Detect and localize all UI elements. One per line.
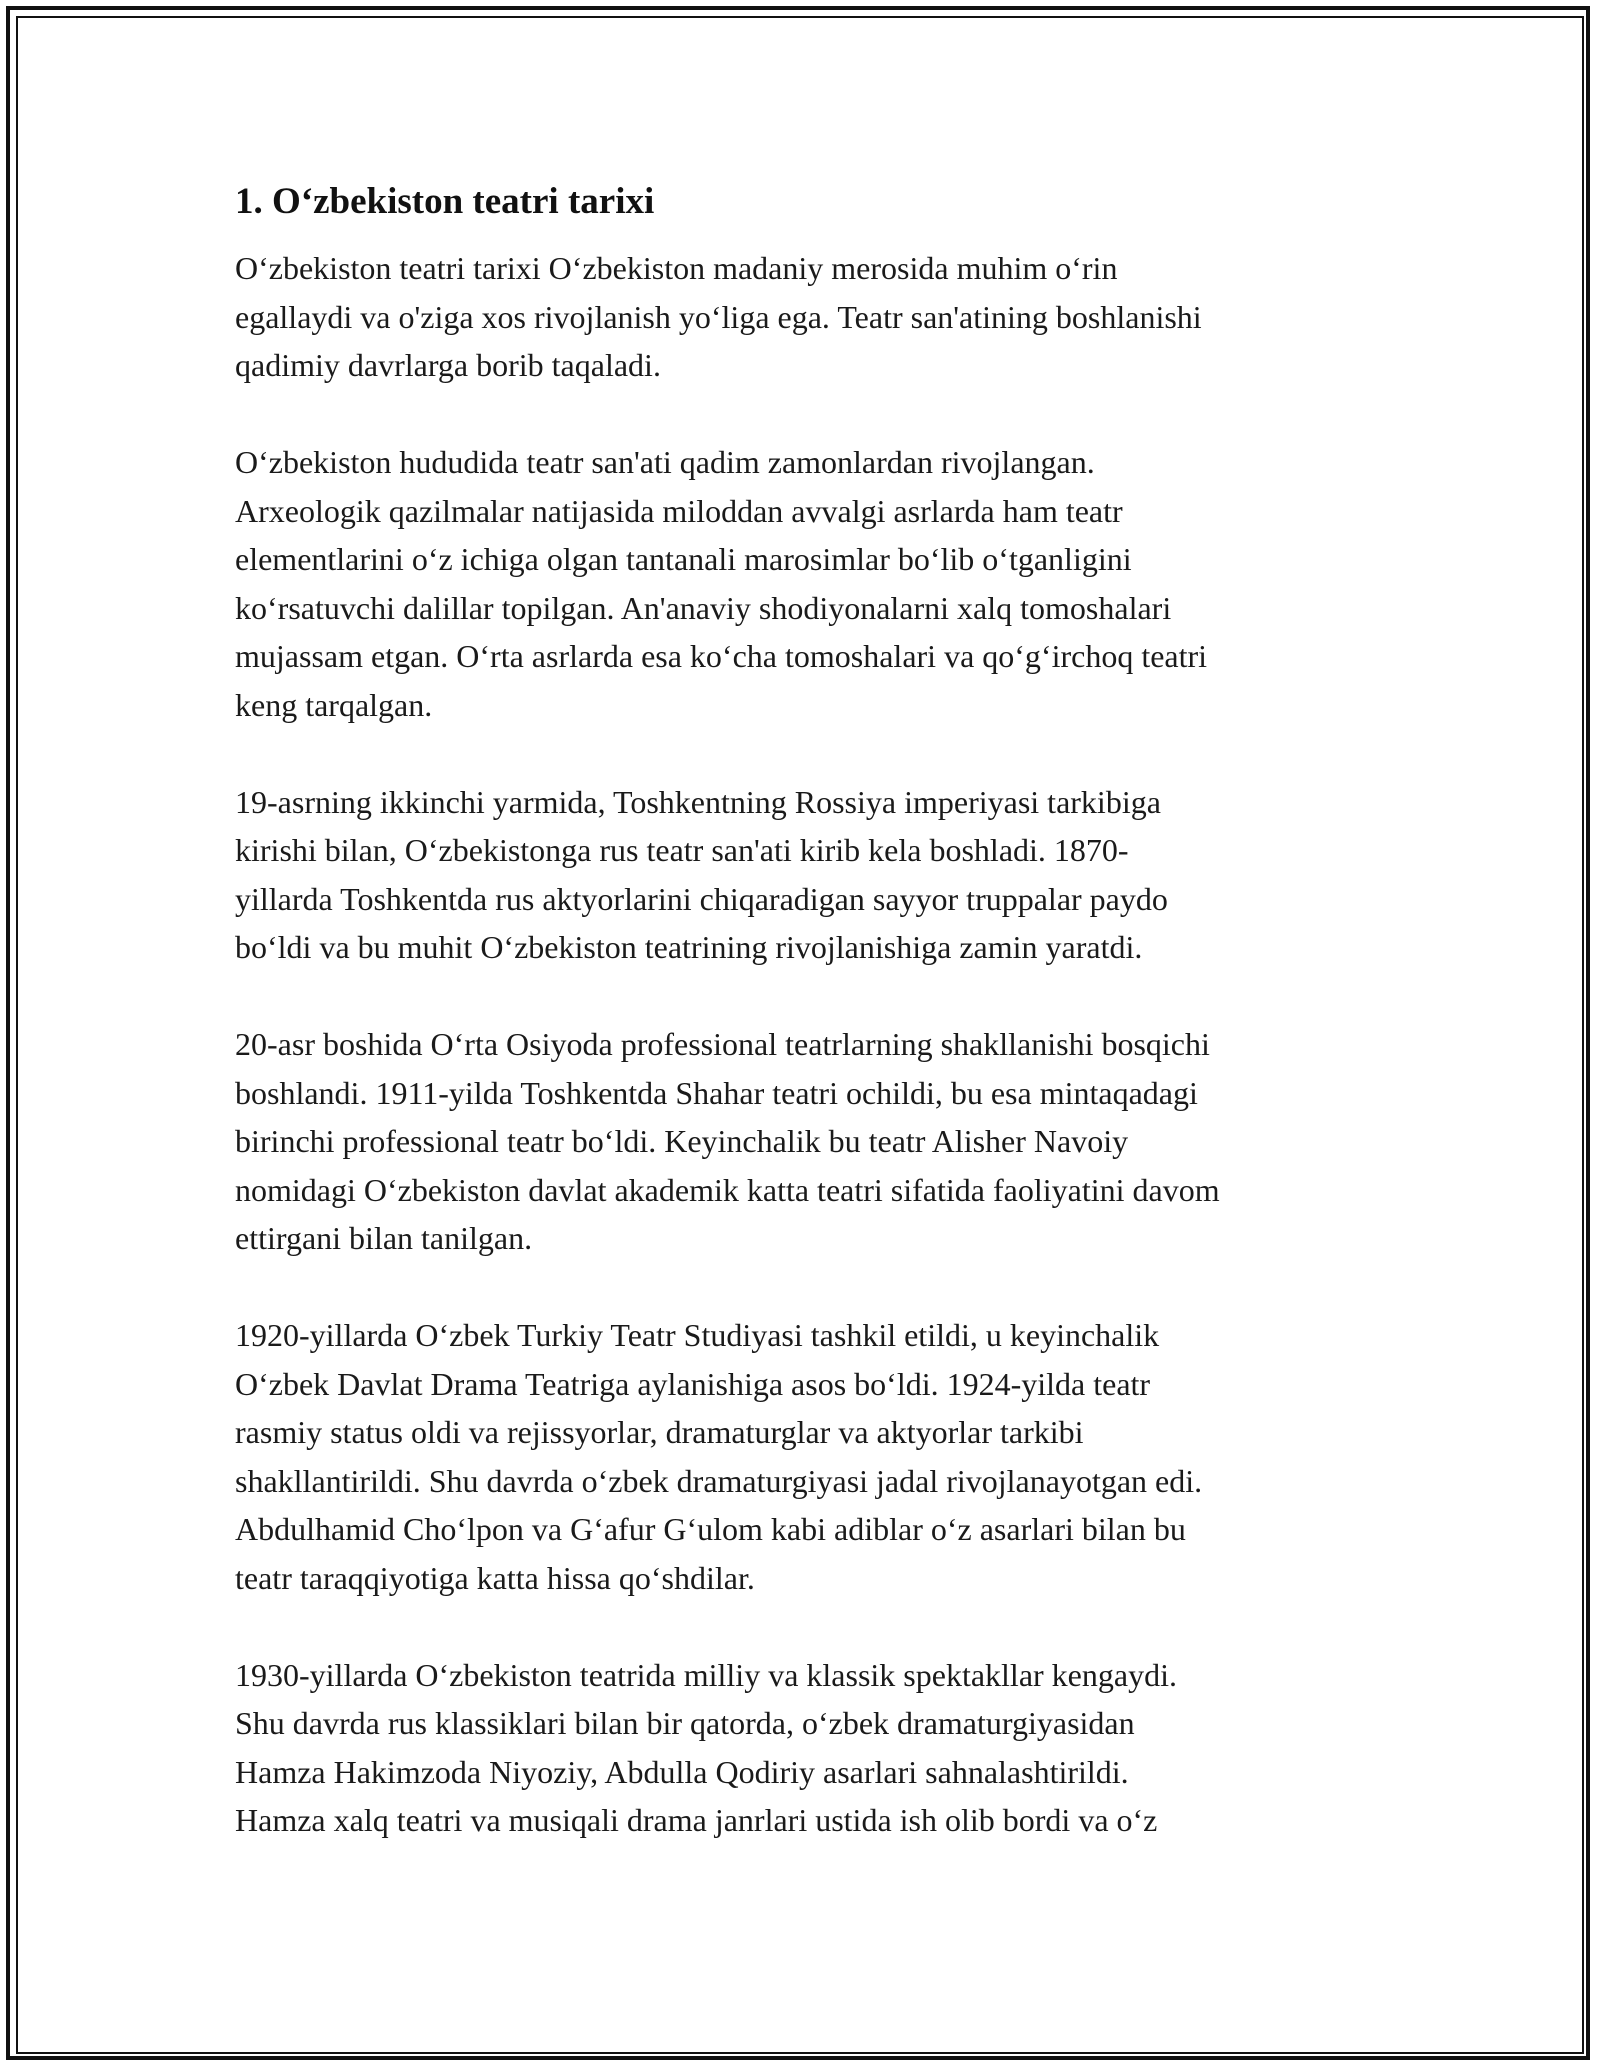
- text-line: keng tarqalgan.: [235, 686, 433, 723]
- paragraph-2: [235, 438, 1385, 729]
- text-line: rasmiy status oldi va rejissyorlar, dramaturglar va aktyorlar tarkibi: [235, 1414, 1084, 1451]
- text-line: ko‘rsatuvchi dalillar topilgan. An'anaviy shodiyonalarni xalq tomoshalari: [235, 589, 1172, 626]
- text-line: O‘zbekiston hududida teatr san'ati qadim zamonlardan rivojlangan.: [235, 444, 1095, 481]
- text-line: O‘zbekiston teatri tarixi O‘zbekiston madaniy merosida muhim o‘rin: [235, 250, 1118, 287]
- text-line: nomidagi O‘zbekiston davlat akademik katta teatri sifatida faoliyatini davom: [235, 1171, 1220, 1208]
- text-line: yillarda Toshkentda rus aktyorlarini chiqaradigan sayyor truppalar paydo: [235, 880, 1168, 917]
- text-line: mujassam etgan. O‘rta asrlarda esa ko‘cha tomoshalari va qo‘g‘irchoq teatri: [235, 638, 1208, 675]
- text-line: Arxeologik qazilmalar natijasida miloddan avvalgi asrlarda ham teatr: [235, 492, 1123, 529]
- text-line: qadimiy davrlarga borib taqaladi.: [235, 347, 661, 384]
- paragraph-4: [235, 1020, 1385, 1263]
- text-line: Abdulhamid Cho‘lpon va G‘afur G‘ulom kabi adiblar o‘z asarlari bilan bu: [235, 1511, 1186, 1548]
- paragraph-1: [235, 244, 1385, 390]
- text-line: Hamza xalq teatri va musiqali drama janrlari ustida ish olib bordi va o‘z: [235, 1802, 1158, 1839]
- text-line: shakllantirildi. Shu davrda o‘zbek dramaturgiyasi jadal rivojlanayotgan edi.: [235, 1462, 1203, 1499]
- paragraph-3: [235, 778, 1385, 972]
- text-line: kirishi bilan, O‘zbekistonga rus teatr san'ati kirib kela boshladi. 1870-: [235, 832, 1129, 869]
- text-line: 1920-yillarda O‘zbek Turkiy Teatr Studiyasi tashkil etildi, u keyinchalik: [235, 1317, 1160, 1354]
- text-line: 1930-yillarda O‘zbekiston teatrida milliy va klassik spektakllar kengaydi.: [235, 1656, 1177, 1693]
- text-line: Shu davrda rus klassiklari bilan bir qatorda, o‘zbek dramaturgiyasidan: [235, 1705, 1135, 1742]
- text-line: Hamza Hakimzoda Niyoziy, Abdulla Qodiriy asarlari sahnalashtirildi.: [235, 1753, 1129, 1790]
- text-line: 20-asr boshida O‘rta Osiyoda professional teatrlarning shakllanishi bosqichi: [235, 1026, 1210, 1063]
- text-line: bo‘ldi va bu muhit O‘zbekiston teatrining rivojlanishiga zamin yaratdi.: [235, 929, 1143, 966]
- text-line: ettirgani bilan tanilgan.: [235, 1220, 533, 1257]
- text-line: elementlarini o‘z ichiga olgan tantanali marosimlar bo‘lib o‘tganligini: [235, 541, 1132, 578]
- section-heading: 1. O‘zbekiston teatri tarixi: [235, 181, 655, 222]
- text-line: birinchi professional teatr bo‘ldi. Keyinchalik bu teatr Alisher Navoiy: [235, 1123, 1129, 1160]
- text-line: egallaydi va o'ziga xos rivojlanish yo‘liga ega. Teatr san'atining boshlanishi: [235, 298, 1202, 335]
- text-line: O‘zbek Davlat Drama Teatriga aylanishiga asos bo‘ldi. 1924-yilda teatr: [235, 1365, 1151, 1402]
- paragraph-5: [235, 1311, 1385, 1602]
- text-line: 19-asrning ikkinchi yarmida, Toshkentning Rossiya imperiyasi tarkibiga: [235, 783, 1161, 820]
- text-line: boshlandi. 1911-yilda Toshkentda Shahar teatri ochildi, bu esa mintaqadagi: [235, 1074, 1198, 1111]
- paragraph-6: [235, 1651, 1385, 1845]
- text-line: teatr taraqqiyotiga katta hissa qo‘shdilar.: [235, 1559, 755, 1596]
- document-body: [235, 178, 1385, 1893]
